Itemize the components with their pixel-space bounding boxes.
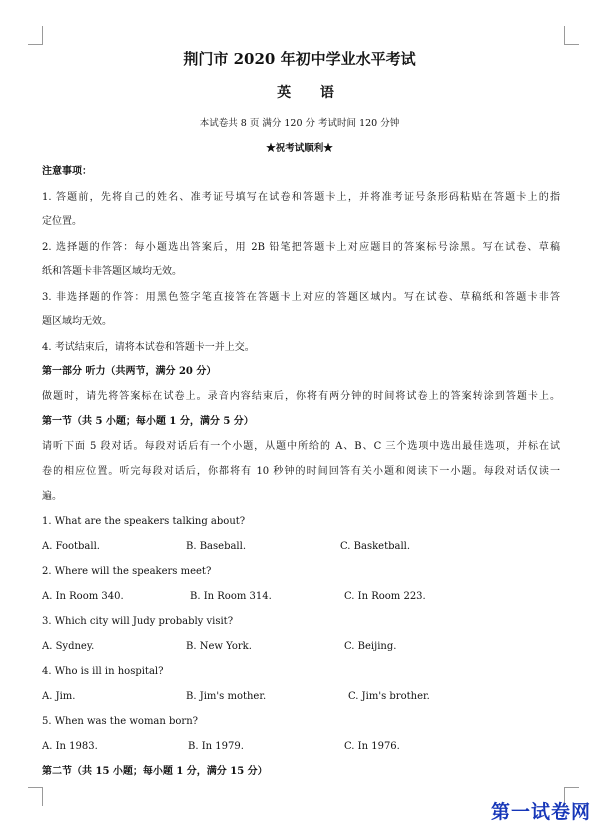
crop-mark-top-right [564, 26, 579, 45]
notes-line: 4. 考试结束后，请将本试卷和答题卡一并上交。 [42, 342, 255, 353]
notes-line: 定位置。 [42, 216, 82, 227]
option-a: A. In Room 340. [42, 591, 124, 602]
notes-heading: 注意事项： [42, 166, 92, 177]
part1-heading: 第一部分 听力（共两节，满分 20 分） [42, 366, 217, 377]
option-a: A. In 1983. [42, 741, 98, 752]
exam-info: 本试卷共 8 页 满分 120 分 考试时间 120 分钟 [199, 118, 400, 129]
question-text: 5. When was the woman born? [42, 716, 199, 727]
option-a: A. Jim. [42, 691, 76, 702]
watermark-logo: 第一试卷网 [490, 801, 591, 823]
crop-mark-bottom-left [28, 787, 43, 806]
option-b: B. New York. [186, 641, 252, 652]
option-b: B. Baseball. [186, 541, 247, 552]
question-text: 2. Where will the speakers meet? [42, 566, 212, 577]
question-text: 3. Which city will Judy probably visit? [42, 616, 234, 627]
notes-line: 题区域均无效。 [42, 316, 112, 327]
question-text: 4. Who is ill in hospital? [42, 666, 164, 677]
exam-title: 荆门市 2020 年初中学业水平考试 [183, 50, 416, 68]
option-b: B. Jim's mother. [186, 691, 267, 702]
option-b: B. In Room 314. [190, 591, 272, 602]
option-c: C. Basketball. [340, 541, 411, 552]
crop-mark-top-left [28, 26, 43, 45]
option-a: A. Football. [42, 541, 100, 552]
option-c: C. Beijing. [344, 641, 397, 652]
notes-line: 纸和答题卡非答题区域均无效。 [42, 266, 182, 277]
exam-subject: 英 语 [277, 85, 346, 101]
option-a: A. Sydney. [42, 641, 95, 652]
section1-intro-line: 请听下面 5 段对话。每段对话后有一个小题，从题中所给的 A、B、C 三个选项中选出最佳选项，并标在试 [42, 441, 560, 452]
exam-wish: ★祝考试顺利★ [266, 143, 333, 154]
question-text: 1. What are the speakers talking about? [42, 516, 246, 527]
notes-line: 2. 选择题的作答：每小题选出答案后，用 2B 铅笔把答题卡上对应题目的答案标号涂黑。写在试卷、草稿 [42, 242, 560, 253]
notes-line: 3. 非选择题的作答：用黑色签字笔直接答在答题卡上对应的答题区域内。写在试卷、草稿纸和答题卡非答 [42, 292, 560, 303]
notes-line: 1. 答题前，先将自己的姓名、准考证号填写在试卷和答题卡上，并将准考证号条形码粘贴在答题卡上的指 [42, 192, 560, 203]
option-c: C. Jim's brother. [348, 691, 430, 702]
option-c: C. In Room 223. [344, 591, 426, 602]
part1-intro: 做题时，请先将答案标在试卷上。录音内容结束后，你将有两分钟的时间将试卷上的答案转涂到答题卡上。 [42, 391, 560, 402]
option-c: C. In 1976. [344, 741, 400, 752]
section1-intro-line: 遍。 [42, 491, 62, 502]
option-b: B. In 1979. [188, 741, 244, 752]
section1-heading: 第一节（共 5 小题；每小题 1 分，满分 5 分） [42, 416, 254, 427]
section2-heading: 第二节（共 15 小题；每小题 1 分，满分 15 分） [42, 766, 268, 777]
section1-intro-line: 卷的相应位置。听完每段对话后，你都将有 10 秒钟的时间回答有关小题和阅读下一小题。每段对话仅读一 [42, 466, 560, 477]
